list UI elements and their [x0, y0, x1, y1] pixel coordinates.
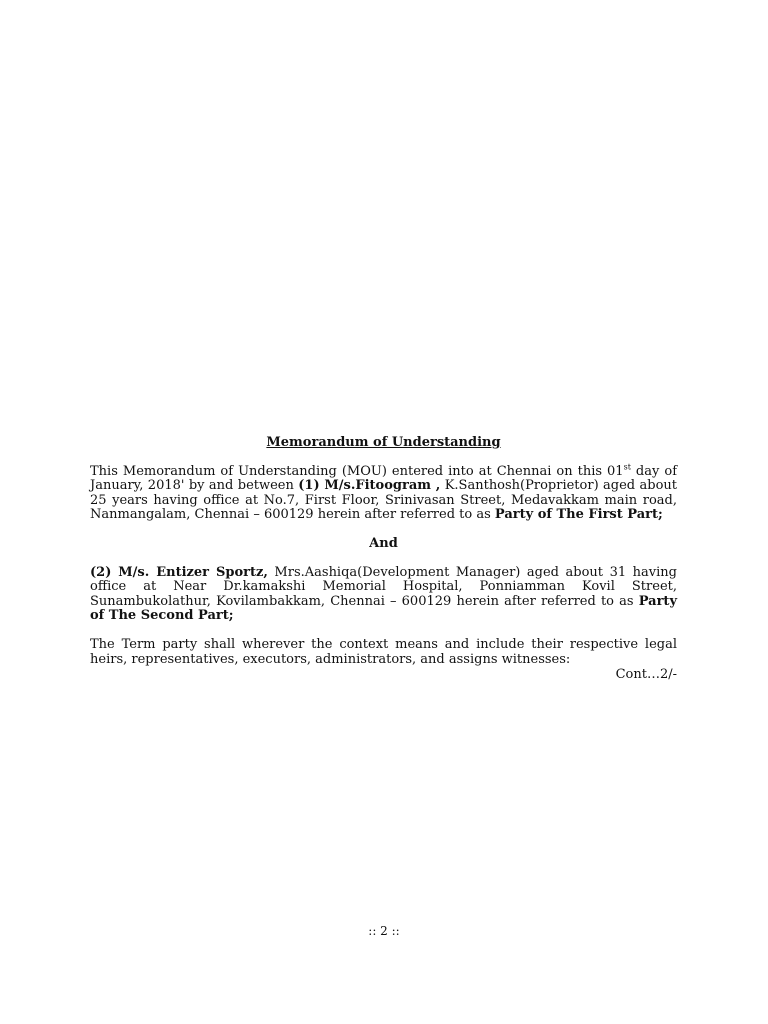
first-party-name: (1) M/s.Fitoogram ,: [298, 478, 441, 494]
para1-text-2: day of January, 2018' by and between: [90, 463, 678, 494]
document-body: [90, 436, 677, 683]
para2-text-1: Mrs.Aashiqa(Development Manager) aged about 31 having office at Near Dr.kamakshi Memorial Hospital, Ponniamman Kovil Street, Sunambukolathur, Kovilambakkam, Chennai – 600129 herein after referred to as: [90, 564, 677, 609]
document-title: Memorandum of Understanding: [266, 435, 501, 450]
paragraph-gap: [90, 624, 677, 638]
date-superscript: st: [623, 462, 631, 472]
para1-text-3: K.Santhosh(Proprietor) aged about 25 years having office at No.7, First Floor, Srinivasan Street, Medavakkam main road, Nanmangalam, Chennai – 600129 herein after referred to as: [90, 478, 678, 523]
first-party-label: Party of The First Part;: [494, 507, 663, 523]
continuation-marker: Cont…2/-: [615, 667, 677, 683]
and-separator: And: [369, 535, 398, 551]
second-party-label: Party of The Second Part;: [90, 593, 677, 624]
second-party-name: (2) M/s. Entizer Sportz,: [90, 564, 268, 580]
first-party-paragraph: [90, 462, 678, 523]
second-party-paragraph: [90, 566, 677, 624]
page-number: :: 2 ::: [368, 924, 400, 938]
term-party-paragraph: The Term party shall wherever the context means and include their respective legal heirs, representatives, executors, administrators, and assigns witnesses:: [90, 636, 677, 667]
para1-text-1: This Memorandum of Understanding (MOU) entered into at Chennai on this 01: [90, 463, 624, 479]
